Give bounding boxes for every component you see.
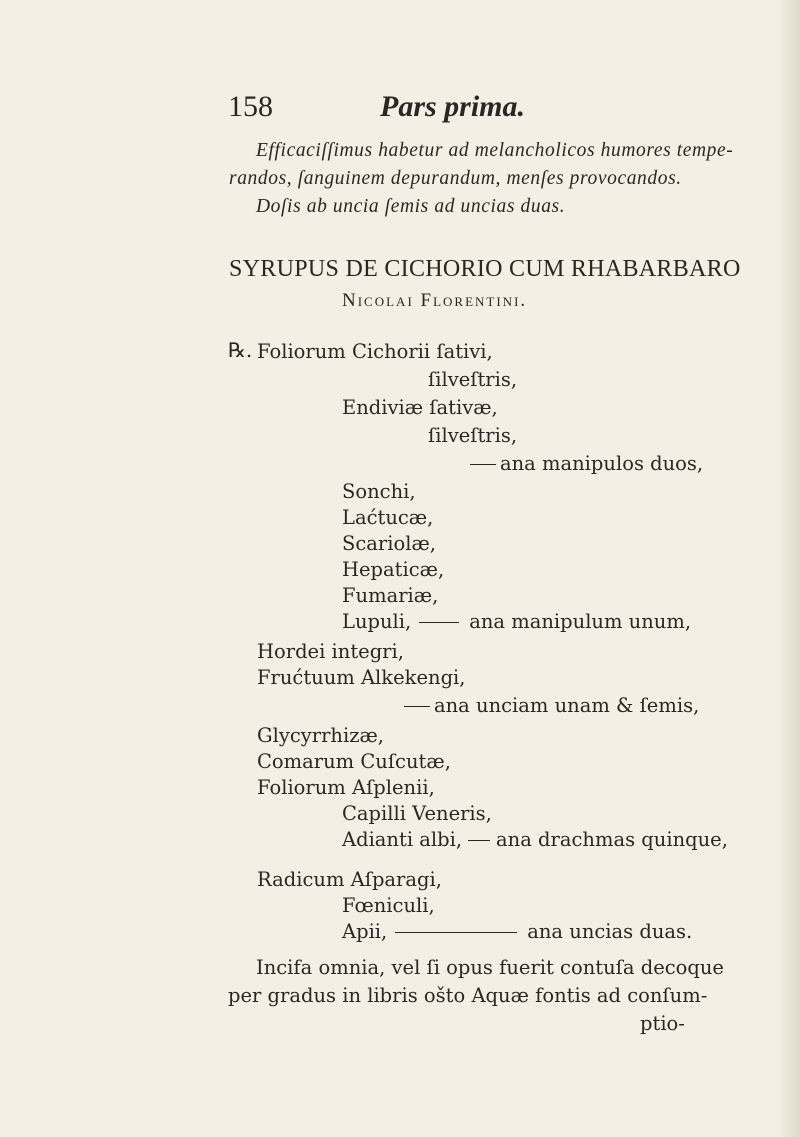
quantity-label: ana manipulos duos, — [500, 452, 704, 475]
dash-rule — [404, 706, 430, 707]
quantity-line — [342, 920, 692, 943]
recipe-title: SYRUPUS DE CICHORIO CUM RHABARBARO — [229, 256, 741, 282]
recipe-author: Nicolai Florentini. — [342, 290, 528, 311]
running-title: Pars prima. — [380, 90, 526, 123]
closing-line: Incifa omnia, vel ſi opus fuerit contuſa decoque — [256, 956, 724, 979]
intro-line-1: Efficaciſſimus habetur ad melancholicos humores tempe- — [256, 140, 734, 161]
ingredient-line: Glycyrrhizæ, — [257, 724, 385, 747]
ingredient-label: Lupuli, — [342, 610, 412, 633]
ingredient-line: Foliorum Cichorii ſativi, — [257, 340, 493, 363]
recipe-symbol: ℞. — [228, 338, 253, 362]
page-number: 158 — [228, 90, 273, 123]
closing-line: per gradus in libris ošto Aquæ fontis ad conſum- — [228, 984, 708, 1007]
ingredient-line: Sonchi, — [342, 480, 416, 503]
quantity-line — [342, 828, 728, 851]
ingredient-line: Endiviæ ſativæ, — [342, 396, 498, 419]
dash-rule — [395, 932, 517, 933]
intro-line-2: randos, ſanguinem depurandum, menſes provocandos. — [229, 168, 682, 189]
ingredient-label: Adianti albi, — [342, 828, 463, 851]
ingredient-line: Capilli Veneris, — [342, 802, 492, 825]
ingredient-line: Radicum Aſparagi, — [257, 868, 442, 891]
ingredient-line: Hepaticæ, — [342, 558, 445, 581]
dash-rule — [419, 622, 459, 623]
ingredient-line: Fœniculi, — [342, 894, 435, 917]
ingredient-line: Fumariæ, — [342, 584, 439, 607]
quantity-label: ana uncias duas. — [527, 920, 693, 943]
catchword: ptio- — [640, 1012, 685, 1035]
ingredient-line: Frućtuum Alkekengi, — [257, 666, 466, 689]
quantity-line — [342, 610, 691, 633]
ingredient-label: Apii, — [342, 920, 388, 943]
ingredient-line: Laćtucæ, — [342, 506, 434, 529]
ingredient-line: Hordei integri, — [257, 640, 404, 663]
quantity-label: ana manipulum unum, — [469, 610, 692, 633]
intro-line-3: Doſis ab uncia ſemis ad uncias duas. — [256, 196, 566, 217]
ingredient-line: ſilveſtris, — [428, 368, 518, 391]
ingredient-line: Foliorum Aſplenii, — [257, 776, 435, 799]
quantity-label: ana unciam unam & ſemis, — [434, 694, 700, 717]
quantity-line — [400, 694, 699, 717]
ingredient-line: Comarum Cuſcutæ, — [257, 750, 451, 773]
dash-rule — [470, 464, 496, 465]
quantity-line — [466, 452, 703, 475]
ingredient-line: ſilveſtris, — [428, 424, 518, 447]
ingredient-line: Scariolæ, — [342, 532, 436, 555]
quantity-label: ana drachmas quinque, — [496, 828, 728, 851]
page-edge-shadow — [778, 0, 800, 1137]
dash-rule — [468, 840, 490, 841]
